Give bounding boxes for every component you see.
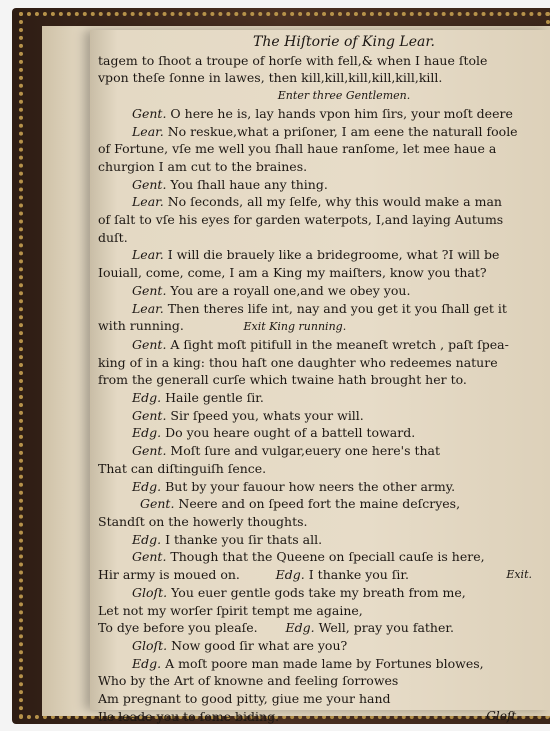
text-line: Gent. Moſt ſure and vulgar,euery one here's that (132, 443, 441, 459)
text-line: with running. Exit King running. (98, 318, 347, 334)
running-header: The Hiſtorie of King Lear. (253, 34, 435, 50)
text-line: Am pregnant to good pitty, giue me your hand (98, 691, 391, 707)
text-line: Gent. Though that the Queene on ſpeciall cauſe is here, (132, 549, 485, 565)
text-line: Gent. A ſight moſt pitifull in the meaneſt wretch , paſt ſpea- (132, 336, 509, 352)
text-line: churgion I am cut to the braines. (98, 158, 308, 174)
text-line: Lear. I will die brauely like a bridegroome, what ?I will be (132, 247, 500, 263)
text-line: Lear. No ſeconds, all my ſelfe, why this would make a man (132, 194, 502, 210)
text-line: Exit. Hir army is moued on. Edg. I thanke you ſir. (98, 567, 532, 583)
text-line: Iouiall, come, come, I am a King my maiſters, know you that? (98, 265, 487, 281)
text-line: Let not my worſer ſpirit tempt me againe, (98, 602, 363, 618)
text-line: Gloſt. You euer gentle gods take my breath from me, (132, 584, 466, 600)
text-line: Gloſt. Now good ſir what are you? (132, 637, 348, 653)
text-line: Edg. I thanke you ſir thats all. (132, 531, 323, 547)
text-line: Lear. No reskue,what a priſoner, I am eene the naturall foole (132, 123, 518, 139)
text-line: duſt. (98, 229, 128, 245)
text-line: tagem to ſhoot a troupe of horſe with fell,& when I haue ſtole (98, 52, 488, 68)
text-line: Standſt on the howerly thoughts. (98, 513, 308, 529)
stage-direction: Enter three Gentlemen. (277, 89, 411, 103)
stage-direction: Exit King running. (243, 320, 347, 334)
text-line: To dye before you pleaſe. Edg. Well, pray you father. (98, 620, 454, 636)
text-line: Edg. Do you heare ought of a battell toward. (132, 425, 416, 441)
text-line: Gent. Neere and on ſpeed fort the maine deſcryes, (140, 496, 461, 512)
text-line: Gent. Sir ſpeed you, whats your will. (132, 407, 364, 423)
text-line: Edg. Haile gentle ſir. (132, 390, 264, 406)
text-line: Edg. A moſt poore man made lame by Fortunes blowes, (132, 655, 484, 671)
text-line: Who by the Art of knowne and feeling ſorrowes (98, 673, 399, 689)
catchword: Gloſt. (486, 708, 520, 723)
text-line: Lear. Then theres life int, nay and you get it you ſhall get it (132, 300, 507, 316)
page-text (98, 34, 550, 725)
text-line: Edg. But by your fauour how neers the other army. (132, 478, 456, 494)
text-line: of Fortune, vſe me well you ſhall haue ranſome, let mee haue a (98, 141, 497, 157)
text-line: Gloſt. Ile leade you to ſome biding. (98, 708, 520, 724)
text-line: Gent. You ſhall haue any thing. (132, 176, 328, 192)
text-line: king of in a king: thou haſt one daughter who redeemes nature (98, 354, 498, 370)
text-line: Gent. You are a royall one,and we obey you. (132, 282, 411, 298)
text-line: Gent. O here he is, lay hands vpon him ſirs, your moſt deere (132, 105, 513, 121)
text-line: of ſalt to vſe his eyes for garden waterpots, I,and laying Autums (98, 212, 504, 228)
stage-direction: Exit. (506, 568, 532, 582)
text-line: vpon theſe ſonne in lawes, then kill,kill,kill,kill,kill,kill. (98, 70, 443, 86)
text-line: from the generall curſe which twaine hath brought her to. (98, 372, 467, 388)
text-line: That can diſtinguiſh ſence. (98, 460, 267, 476)
